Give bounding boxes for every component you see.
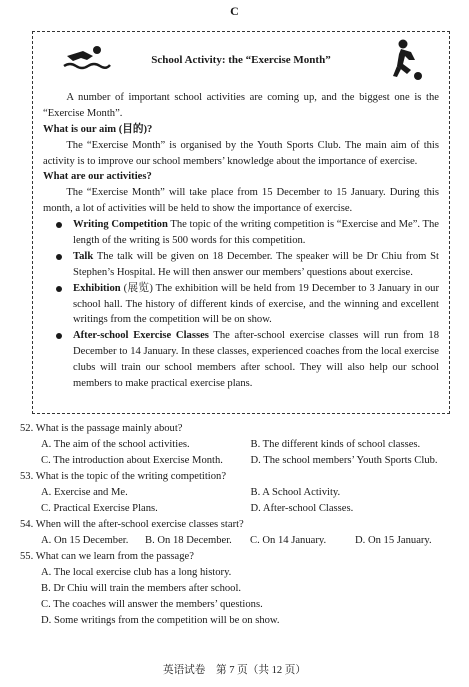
aim-heading: What is our aim (目的)? [43, 123, 153, 135]
option-c[interactable]: C. On 14 January. [250, 534, 327, 546]
passage-header [43, 32, 439, 90]
option-a[interactable]: A. The aim of the school activities. [41, 439, 190, 451]
option-c[interactable]: C. Practical Exercise Plans. [41, 502, 158, 514]
activity-text: (展览) The exhibition will be held from 19 December to 3 January in our school hall. The history of different kinds of exercise, and the winning and excellent writings from the competition will be on show. [73, 282, 439, 326]
activity-item [73, 217, 439, 249]
activity-text: The talk will be given on 18 December. The speaker will be Dr Chiu from St Stephen’s Hospital. He will then answer our members’ questions about exercise. [73, 250, 439, 278]
questions-section [20, 421, 460, 628]
option-a[interactable]: A. The local exercise club has a long history. [41, 566, 232, 578]
option-a[interactable]: A. Exercise and Me. [41, 486, 128, 498]
option-d[interactable]: D. On 15 January. [355, 534, 432, 546]
option-c[interactable]: C. The introduction about Exercise Month. [41, 454, 223, 466]
question-stem: 55. What can we learn from the passage? [20, 550, 194, 562]
soccer-player-icon [391, 38, 425, 82]
activities-heading: What are our activities? [43, 171, 152, 183]
option-row [20, 485, 460, 501]
activity-item [73, 281, 439, 329]
option-b[interactable]: B. On 18 December. [145, 534, 232, 546]
option-b[interactable]: B. Dr Chiu will train the members after school. [41, 582, 242, 594]
section-letter: C [230, 4, 239, 18]
activity-text: The after-school exercise classes will run from 18 December to 14 January. In these classes, experienced coaches from the local exercise clubs will train our school members after school. They will also help our school members to make practical exercise plans. [73, 330, 439, 390]
activities-intro: The “Exercise Month” will take place from 15 December to 15 January. During this month, a lot of activities will be held to show the importance of exercise. [43, 187, 439, 215]
option-b[interactable]: B. A School Activity. [250, 486, 341, 498]
option-row [20, 533, 460, 549]
option-c[interactable]: C. The coaches will answer the members’ questions. [41, 598, 263, 610]
option-a[interactable]: A. On 15 December. [41, 534, 129, 546]
activities-list [43, 217, 439, 392]
passage-title: School Activity: the “Exercise Month” [151, 54, 331, 66]
aim-text: The “Exercise Month” is organised by the Youth Sports Club. The main aim of this activity is to improve our school members’ knowledge about the importance of exercise. [43, 139, 439, 167]
option-d[interactable]: D. The school members’ Youth Sports Club. [250, 454, 438, 466]
option-d[interactable]: D. Some writings from the competition will be on show. [41, 614, 280, 626]
question-stem: 52. What is the passage mainly about? [20, 423, 183, 434]
activity-name: Talk [73, 250, 94, 262]
option-row [20, 501, 460, 517]
activity-name: Writing Competition [73, 219, 168, 231]
activity-name: After-school Exercise Classes [73, 330, 209, 342]
activity-name: Exhibition [73, 282, 121, 294]
option-d[interactable]: D. After-school Classes. [250, 502, 354, 514]
activity-item [73, 328, 439, 392]
question-stem: 54. When will the after-school exercise classes start? [20, 518, 244, 530]
page-footer: 英语试卷 第 7 页（共 12 页） [162, 665, 306, 676]
passage-intro: A number of important school activities are coming up, and the biggest one is the “Exercise Month”. [43, 92, 439, 119]
activity-item [73, 249, 439, 281]
passage-box [32, 31, 450, 414]
option-row [20, 437, 460, 453]
option-row [20, 453, 460, 469]
question-stem: 53. What is the topic of the writing competition? [20, 470, 227, 482]
activity-text: The topic of the writing competition is “Exercise and Me”. The length of the writing is 500 words for this competition. [73, 219, 439, 247]
option-b[interactable]: B. The different kinds of school classes. [250, 439, 421, 451]
